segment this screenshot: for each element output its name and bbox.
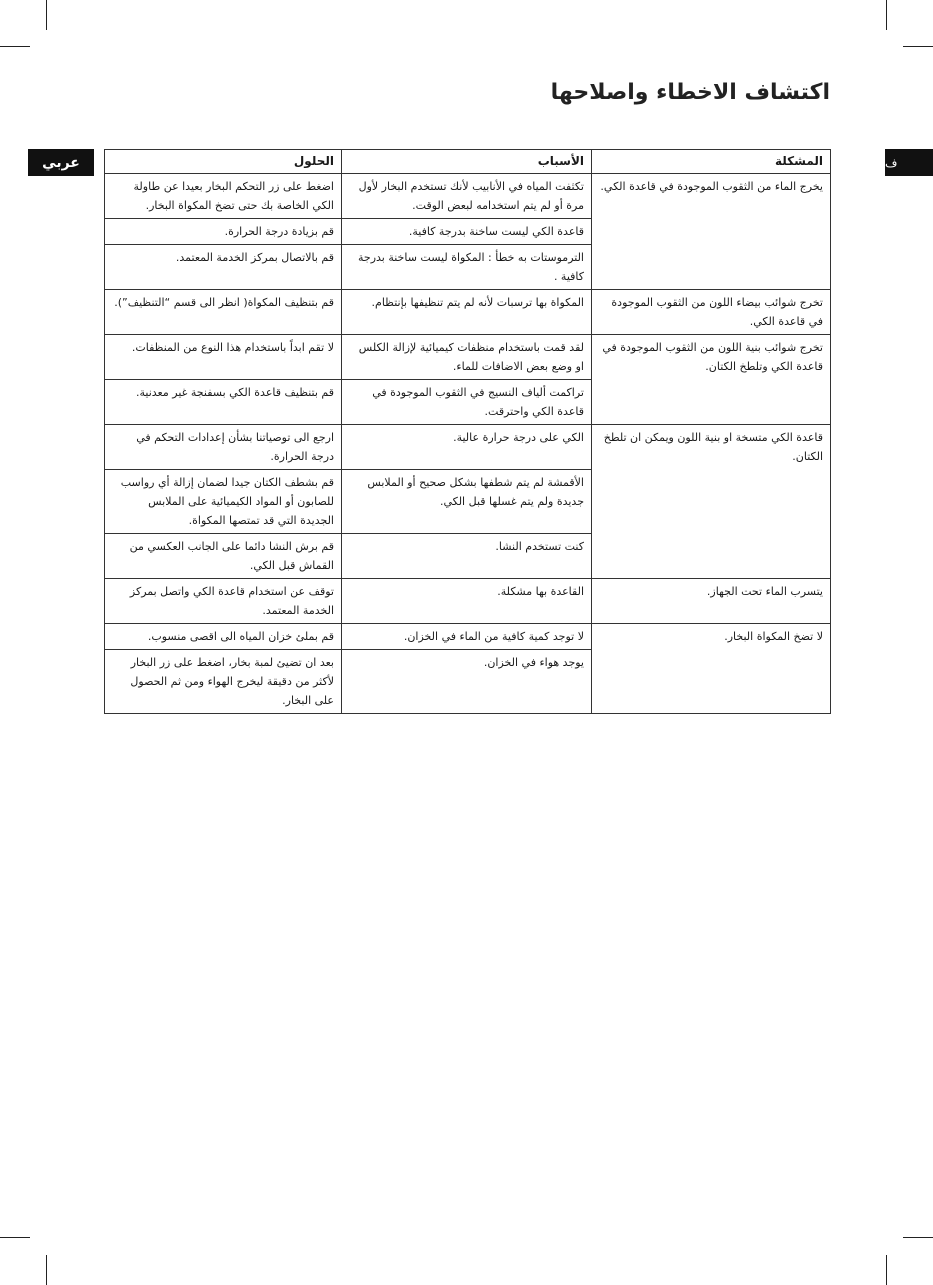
cause-cell: المكواة بها ترسبات لأنه لم يتم تنظيفها بإنتظام. <box>342 290 592 335</box>
solution-cell: قم بتنظيف قاعدة الكي بسفنجة غير معدنية. <box>105 380 342 425</box>
crop-mark <box>0 46 30 47</box>
problem-cell: تخرج شوائب بنية اللون من الثقوب الموجودة في قاعدة الكي وتلطخ الكتان. <box>592 335 831 425</box>
language-tab: عربي <box>28 149 94 176</box>
cause-cell: الأقمشة لم يتم شطفها بشكل صحيح أو الملابس جديدة ولم يتم غسلها قبل الكي. <box>342 470 592 534</box>
crop-mark <box>46 0 47 30</box>
edge-language-tab: ف <box>885 149 933 176</box>
page-title: اكتشاف الاخطاء واصلاحها <box>550 80 830 105</box>
solution-cell: اضغط على زر التحكم البخار بعيدا عن طاولة الكي الخاصة بك حتى تضخ المكواة البخار. <box>105 174 342 219</box>
problem-cell: يتسرب الماء تحت الجهاز. <box>592 579 831 624</box>
table-row <box>105 290 831 335</box>
solution-cell: قم بالاتصال بمركز الخدمة المعتمد. <box>105 245 342 290</box>
cause-cell: كنت تستخدم النشا. <box>342 534 592 579</box>
solution-cell: توقف عن استخدام قاعدة الكي واتصل بمركز الخدمة المعتمد. <box>105 579 342 624</box>
table-row <box>105 174 831 219</box>
cause-cell: الترموستات به خطأ : المكواة ليست ساخنة بدرجة كافية . <box>342 245 592 290</box>
cause-cell: لا توجد كمية كافية من الماء في الخزان. <box>342 624 592 650</box>
solution-cell: قم بزيادة درجة الحرارة. <box>105 219 342 245</box>
crop-mark <box>903 1237 933 1238</box>
crop-mark <box>46 1255 47 1285</box>
cause-cell: قاعدة الكي ليست ساخنة بدرجة كافية. <box>342 219 592 245</box>
table-row <box>105 579 831 624</box>
problem-cell: قاعدة الكي متسخة او بنية اللون ويمكن ان تلطخ الكتان. <box>592 425 831 579</box>
problem-cell: لا تضخ المكواة البخار. <box>592 624 831 714</box>
problem-cell: يخرج الماء من الثقوب الموجودة في قاعدة الكي. <box>592 174 831 290</box>
problem-cell: تخرج شوائب بيضاء اللون من الثقوب الموجودة في قاعدة الكي. <box>592 290 831 335</box>
crop-mark <box>886 1255 887 1285</box>
cause-cell: لقد قمت باستخدام منظفات كيميائية لإزالة الكلس او وضع بعض الاضافات للماء. <box>342 335 592 380</box>
cause-cell: يوجد هواء في الخزان. <box>342 650 592 714</box>
crop-mark <box>0 1237 30 1238</box>
cause-cell: الكي على درجة حرارة عالية. <box>342 425 592 470</box>
solution-cell: قم بتنظيف المكواة( انظر الى قسم “التنظيف”). <box>105 290 342 335</box>
solution-cell: قم بشطف الكتان جيدا لضمان إزالة أي رواسب للصابون أو المواد الكيميائية على الملابس الجديدة التي قد تمتصها المكواة. <box>105 470 342 534</box>
solution-cell: ارجع الى توصياتنا بشأن إعدادات التحكم في درجة الحرارة. <box>105 425 342 470</box>
troubleshooting-table <box>104 149 831 714</box>
crop-mark <box>903 46 933 47</box>
cause-cell: تكثفت المياه في الأنابيب لأنك تستخدم البخار لأول مرة أو لم يتم استخدامه لبعض الوقت. <box>342 174 592 219</box>
solution-cell: قم بملئ خزان المياه الى اقصى منسوب. <box>105 624 342 650</box>
solution-cell: لا تقم ابداً باستخدام هذا النوع من المنظفات. <box>105 335 342 380</box>
table-row <box>105 425 831 470</box>
table-row <box>105 624 831 650</box>
crop-mark <box>886 0 887 30</box>
cause-cell: القاعدة بها مشكلة. <box>342 579 592 624</box>
header-solutions: الحلول <box>105 150 342 174</box>
table-header-row <box>105 150 831 174</box>
header-problem: المشكلة <box>592 150 831 174</box>
table-row <box>105 335 831 380</box>
solution-cell: قم برش النشا دائما على الجانب العكسي من القماش قبل الكي. <box>105 534 342 579</box>
header-causes: الأسباب <box>342 150 592 174</box>
cause-cell: تراكمت ألياف النسيج في الثقوب الموجودة في قاعدة الكي واحترقت. <box>342 380 592 425</box>
solution-cell: بعد ان تضيئ لمبة بخار، اضغط على زر البخار لأكثر من دقيقة ليخرج الهواء ومن ثم الحصول على البخار. <box>105 650 342 714</box>
